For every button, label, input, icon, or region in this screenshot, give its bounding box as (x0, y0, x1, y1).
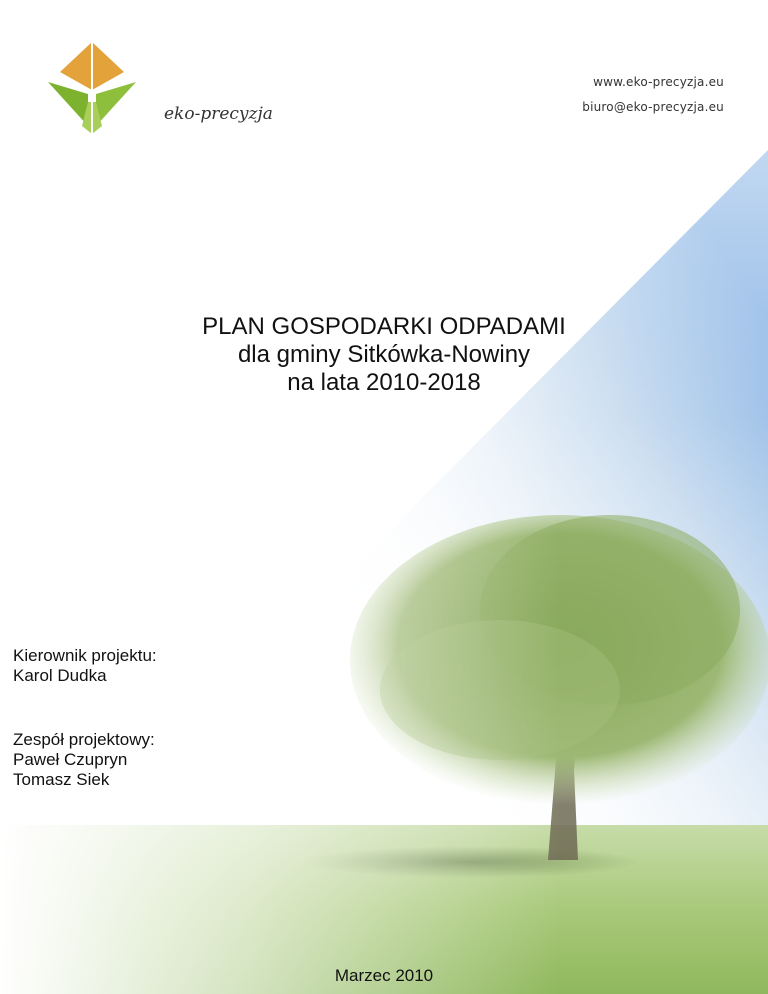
project-team-label: Zespół projektowy: (13, 730, 155, 749)
team-member: Tomasz Siek (13, 770, 110, 789)
project-team-section (13, 730, 155, 790)
leaf-diamond-logo-icon (44, 40, 144, 135)
company-logo (44, 40, 273, 135)
team-member: Paweł Czupryn (13, 750, 128, 769)
title-line-1: PLAN GOSPODARKI ODPADAMI (202, 313, 566, 340)
website-link[interactable]: www.eko-precyzja.eu (593, 75, 724, 89)
title-line-2: dla gminy Sitkówka-Nowiny (237, 341, 531, 368)
project-lead-section (13, 646, 157, 686)
project-lead-name: Karol Dudka (13, 666, 107, 685)
brand-name: eko-precyzja (164, 104, 273, 124)
document-title (0, 313, 768, 397)
email-link[interactable]: biuro@eko-precyzja.eu (582, 100, 724, 114)
project-lead-label: Kierownik projektu: (13, 646, 157, 665)
document-date: Marzec 2010 (334, 966, 434, 985)
title-line-3: na lata 2010-2018 (287, 369, 481, 396)
contact-info (582, 70, 724, 120)
